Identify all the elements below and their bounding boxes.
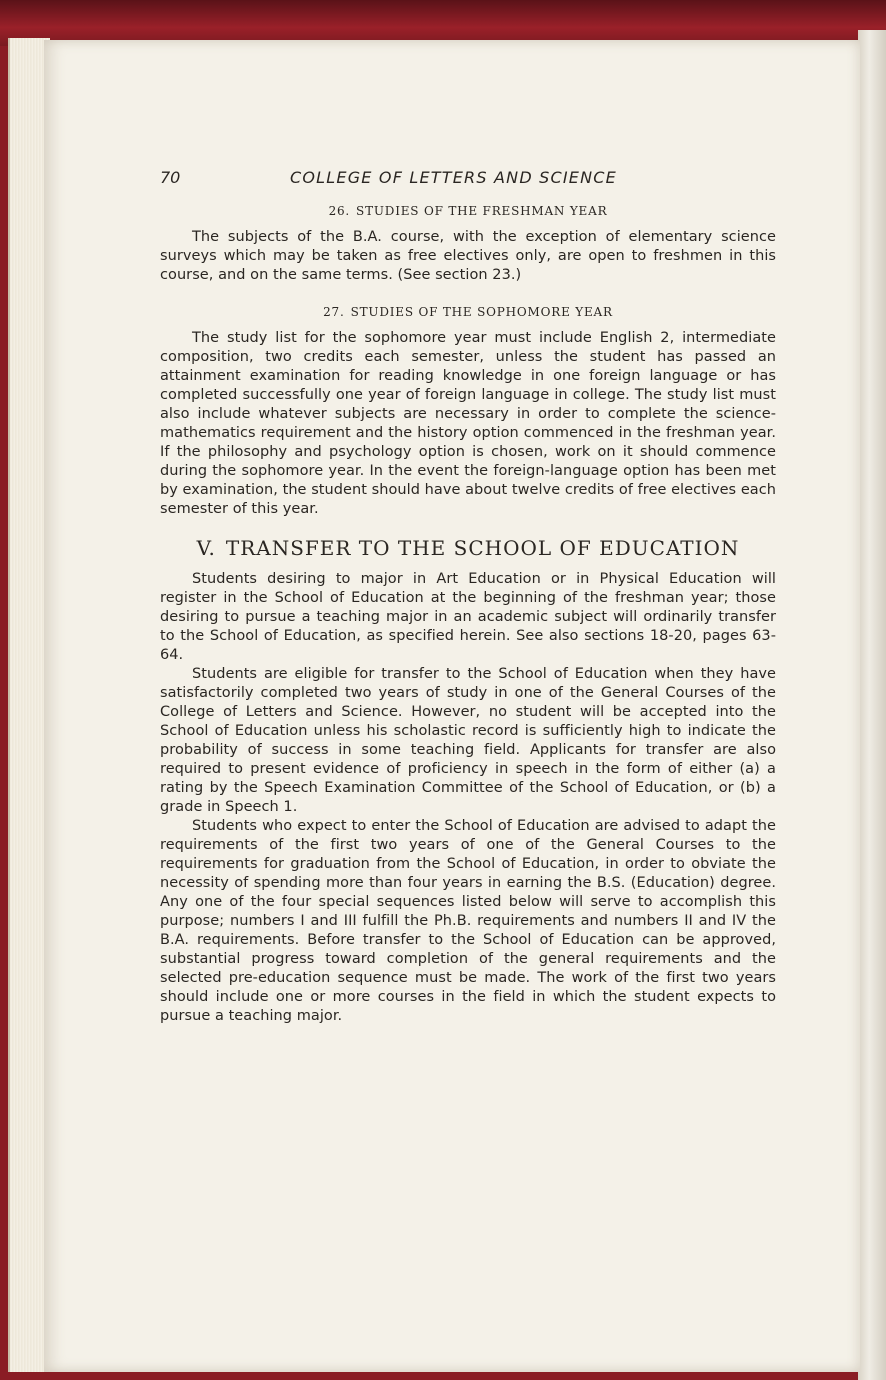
running-head-title: COLLEGE OF LETTERS AND SCIENCE (290, 168, 617, 187)
paragraph: The study list for the sophomore year must include English 2, intermediate composition, two credits each semester, unless the student has passed an attainment examination for reading knowledge in one foreign language or has completed successfully one year of foreign language in college. The study list must also include whatever subjects are necessary in order to complete the science-mathematics requirement and the history option commenced in the freshman year. If the philosophy and psychology option is chosen, work on it should commence during the sophomore year. In the event the foreign-language option has been met by examination, the student should have about twelve credits of free electives each semester of this year. (160, 330, 776, 517)
paragraph: The subjects of the B.A. course, with the exception of elementary science surveys which may be taken as free electives only, are open to freshmen in this course, and on the same terms. (See section 23.) (160, 229, 776, 283)
paragraph: Students desiring to major in Art Education or in Physical Education will register in the School of Education at the beginning of the freshman year; those desiring to pursue a teaching major in an academic subject will ordinarily transfer to the School of Education, as specified herein. See also sections 18-20, pages 63-64. (160, 571, 776, 663)
chapter-heading (160, 536, 776, 560)
page-number: 70 (160, 168, 181, 187)
section-number: 26. (328, 204, 351, 218)
section-heading-freshman (160, 202, 776, 220)
section-heading-sophomore (160, 303, 776, 321)
running-head (160, 168, 776, 202)
section-number: 27. (323, 305, 345, 319)
facing-page-edge (858, 30, 886, 1380)
chapter-title: TRANSFER TO THE SCHOOL OF EDUCATION (225, 536, 740, 560)
paragraph: Students who expect to enter the School of Education are advised to adapt the requirements of the first two years of one of the General Courses to the requirements for graduation from the School of Education, in order to obviate the necessity of spending more than four years in earning the B.S. (Education) degree. Any one of the four special sequences listed below will serve to accomplish this purpose; numbers I and III fulfill the Ph.B. requirements and numbers II and IV the B.A. requirements. Before transfer to the School of Education can be approved, substantial progress toward completion of the general requirements and the selected pre-education sequence must be made. The work of the first two years should include one or more courses in the field in which the student expects to pursue a teaching major. (160, 818, 776, 1024)
page-text (160, 168, 776, 1026)
chapter-numeral: V. (196, 536, 216, 560)
section-title: STUDIES OF THE FRESHMAN YEAR (356, 204, 608, 218)
section-title: STUDIES OF THE SOPHOMORE YEAR (350, 305, 613, 319)
paragraph: Students are eligible for transfer to the School of Education when they have satisfactorily completed two years of study in one of the General Courses of the College of Letters and Science. However, no student will be accepted into the School of Education unless his scholastic record is sufficiently high to indicate the probability of success in some teaching field. Applicants for transfer are also required to present evidence of proficiency in speech in the form of either (a) a rating by the Speech Examination Committee of the School of Education, or (b) a grade in Speech 1. (160, 666, 776, 815)
